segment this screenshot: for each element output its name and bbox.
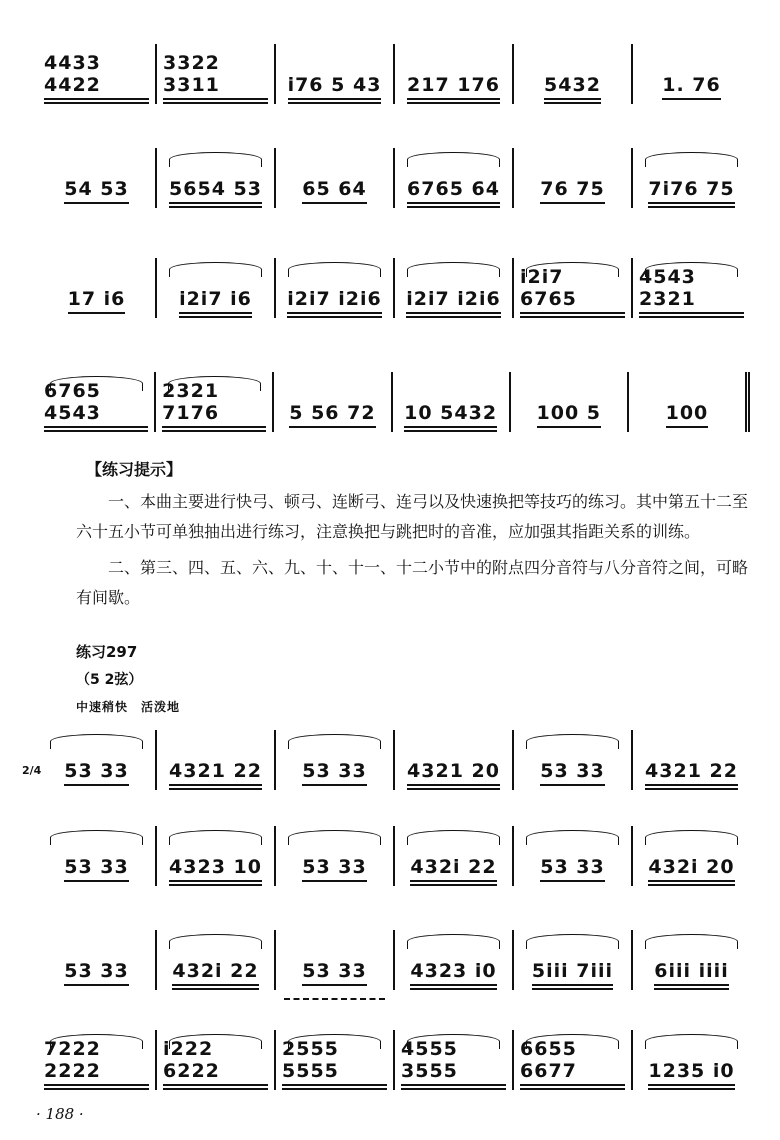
measure: [272, 372, 390, 432]
note: 53 33: [540, 760, 605, 782]
slur: [407, 934, 501, 949]
measure: [393, 44, 512, 104]
note: 100 5: [536, 402, 602, 424]
note: 1235 i0: [648, 1060, 735, 1082]
note: 3322 3311: [163, 52, 220, 96]
measure-row: [38, 258, 750, 318]
note-group: [407, 74, 500, 104]
note: 76 75: [540, 178, 605, 200]
measure: [393, 730, 512, 790]
measure: [631, 1030, 750, 1090]
note-group: [544, 74, 601, 104]
note: i2i7 i2i6: [406, 288, 501, 310]
note-group: [520, 1038, 625, 1090]
time-signature: 2/4: [22, 764, 42, 777]
measure: [631, 930, 750, 990]
note: 54 53: [64, 178, 129, 200]
measure: [155, 258, 274, 318]
measure: [155, 730, 274, 790]
measure: [38, 1030, 155, 1090]
note: 217 176: [407, 74, 500, 96]
extension-dash: [284, 998, 385, 1000]
note-group: [44, 1038, 149, 1090]
note-group: [169, 178, 262, 208]
note-group: [532, 960, 613, 990]
note-group: [401, 1038, 506, 1090]
measure: [38, 44, 155, 104]
slur: [526, 934, 620, 949]
note: 5 56 72: [289, 402, 376, 424]
note-group: [537, 402, 602, 432]
measure: [512, 826, 631, 886]
measure: [391, 372, 509, 432]
note-group: [648, 1060, 734, 1090]
note-group: [302, 178, 367, 208]
note-group: [163, 52, 268, 104]
measure-row: [38, 930, 750, 990]
note: 6765 64: [407, 178, 500, 200]
note-group: [410, 856, 496, 886]
note: 5432: [544, 74, 601, 96]
measure: [274, 148, 393, 208]
measure: [155, 44, 274, 104]
slur: [407, 262, 501, 277]
slur: [169, 152, 263, 167]
slur: [645, 152, 739, 167]
measure: [512, 1030, 631, 1090]
note: 2555 5555: [282, 1038, 339, 1082]
measure: [38, 372, 154, 432]
note: 7222 2222: [44, 1038, 101, 1082]
note: 4321 22: [645, 760, 738, 782]
note: 53 33: [302, 760, 367, 782]
note-group: [406, 288, 501, 318]
score-line-1: [38, 44, 750, 104]
note: 432i 22: [410, 856, 497, 878]
measure: [393, 1030, 512, 1090]
measure: [38, 258, 155, 318]
note-group: [662, 74, 721, 104]
note: 4555 3555: [401, 1038, 458, 1082]
note: 65 64: [302, 178, 367, 200]
measure-row: [38, 1030, 750, 1090]
slur: [407, 830, 501, 845]
score-line-5: [22, 730, 750, 790]
note-group: [648, 178, 734, 208]
slur: [50, 830, 144, 845]
note: 432i 20: [648, 856, 735, 878]
measure-row: [38, 44, 750, 104]
slur: [169, 262, 263, 277]
note: 100: [665, 402, 709, 424]
note-group: [288, 74, 382, 104]
note: 1. 76: [662, 74, 721, 96]
measure: [38, 930, 155, 990]
note: 4321 22: [169, 760, 262, 782]
note: 7i76 75: [648, 178, 735, 200]
measure: [393, 148, 512, 208]
note-group: [64, 856, 129, 886]
measure-row: [38, 826, 750, 886]
note: 432i 22: [172, 960, 259, 982]
note-group: [407, 178, 500, 208]
measure: [631, 148, 750, 208]
note-group: [169, 856, 262, 886]
score-line-4: [38, 372, 750, 432]
note: 10 5432: [404, 402, 498, 424]
score-line-2: [38, 148, 750, 208]
note-group: [172, 960, 258, 990]
measure: [631, 258, 750, 318]
note: 4323 10: [169, 856, 262, 878]
note-group: [302, 760, 367, 790]
note-group: [540, 178, 605, 208]
measure: [274, 1030, 393, 1090]
note: 6765 4543: [44, 380, 101, 424]
note-group: [162, 380, 266, 432]
slur: [526, 830, 620, 845]
measure-row: [38, 372, 750, 432]
measure: [155, 930, 274, 990]
slur: [645, 1034, 739, 1049]
exercise-title: 练习297: [76, 643, 138, 661]
note-group: [407, 760, 500, 790]
note: 4543 2321: [639, 266, 696, 310]
measure: [38, 826, 155, 886]
exercise-strings: （5 2弦）: [76, 672, 143, 688]
score-line-7: [38, 930, 750, 990]
measure: [631, 826, 750, 886]
measure: [274, 44, 393, 104]
measure: [155, 1030, 274, 1090]
measure: [154, 372, 272, 432]
measure: [155, 826, 274, 886]
measure: [393, 826, 512, 886]
note: 53 33: [302, 960, 367, 982]
note: 4321 20: [407, 760, 500, 782]
score-line-6: [38, 826, 750, 886]
note-group: [410, 960, 496, 990]
note-group: [666, 402, 709, 432]
slur: [288, 830, 382, 845]
measure: [627, 372, 750, 432]
slur: [50, 734, 144, 749]
note-group: [289, 402, 375, 432]
note-group: [163, 1038, 268, 1090]
exercise-tempo: 中速稍快 活泼地: [76, 700, 181, 714]
measure: [393, 258, 512, 318]
note-group: [169, 760, 262, 790]
note: 53 33: [302, 856, 367, 878]
note: 5654 53: [169, 178, 262, 200]
measure: [512, 258, 631, 318]
tips-paragraph-2: 二、第三、四、五、六、九、十、十一、十二小节中的附点四分音符与八分音符之间，可略有间歇。: [76, 558, 749, 607]
note-group: [645, 760, 738, 790]
note: 2321 7176: [162, 380, 220, 424]
score-line-3: [38, 258, 750, 318]
note-group: [520, 266, 625, 318]
measure: [155, 148, 274, 208]
note-group: [648, 856, 734, 886]
note-group: [64, 760, 129, 790]
note: 6655 6677: [520, 1038, 577, 1082]
note-group: [302, 960, 367, 990]
note-group: [68, 288, 126, 318]
slur: [407, 152, 501, 167]
slur: [645, 830, 739, 845]
measure: [274, 930, 393, 990]
note-group: [179, 288, 252, 318]
note-group: [287, 288, 382, 318]
note-group: [404, 402, 497, 432]
note: i76 5 43: [287, 74, 382, 96]
measure: [512, 148, 631, 208]
measure: [274, 730, 393, 790]
measure: [38, 148, 155, 208]
note: 4323 i0: [410, 960, 497, 982]
measure: [38, 730, 155, 790]
measure: [512, 730, 631, 790]
note-group: [282, 1038, 387, 1090]
measure: [631, 44, 750, 104]
slur: [288, 262, 382, 277]
note: 53 33: [64, 856, 129, 878]
note: 53 33: [64, 960, 129, 982]
note: 17 i6: [67, 288, 126, 310]
note-group: [654, 960, 728, 990]
slur: [526, 734, 620, 749]
note: i2i7 i6: [179, 288, 252, 310]
slur: [645, 934, 739, 949]
slur: [169, 934, 263, 949]
measure: [274, 258, 393, 318]
page-number: · 188 ·: [36, 1105, 84, 1123]
measure: [512, 930, 631, 990]
slur: [169, 830, 263, 845]
note: 53 33: [540, 856, 605, 878]
measure: [509, 372, 627, 432]
note: 53 33: [64, 760, 129, 782]
tips-heading: 【练习提示】: [86, 460, 183, 479]
measure-row: [38, 730, 750, 790]
note: i222 6222: [163, 1038, 220, 1082]
note: 4433 4422: [44, 52, 101, 96]
note-group: [44, 380, 148, 432]
score-line-8: [38, 1030, 750, 1090]
note-group: [302, 856, 367, 886]
measure: [512, 44, 631, 104]
note-group: [64, 178, 129, 208]
note: i2i7 6765: [520, 266, 577, 310]
measure: [274, 826, 393, 886]
measure-row: [38, 148, 750, 208]
tips-paragraph-1: 一、本曲主要进行快弓、顿弓、连断弓、连弓以及快速换把等技巧的练习。其中第五十二至六十五小节可单独抽出进行练习，注意换把与跳把时的音准，应加强其指距关系的训练。: [76, 492, 749, 541]
note-group: [64, 960, 129, 990]
slur: [288, 734, 382, 749]
note-group: [44, 52, 149, 104]
note: i2i7 i2i6: [287, 288, 382, 310]
note-group: [540, 856, 605, 886]
note-group: [639, 266, 744, 318]
note: 6iii iiii: [654, 960, 729, 982]
note-group: [540, 760, 605, 790]
measure: [631, 730, 750, 790]
note: 5iii 7iii: [531, 960, 614, 982]
measure: [393, 930, 512, 990]
